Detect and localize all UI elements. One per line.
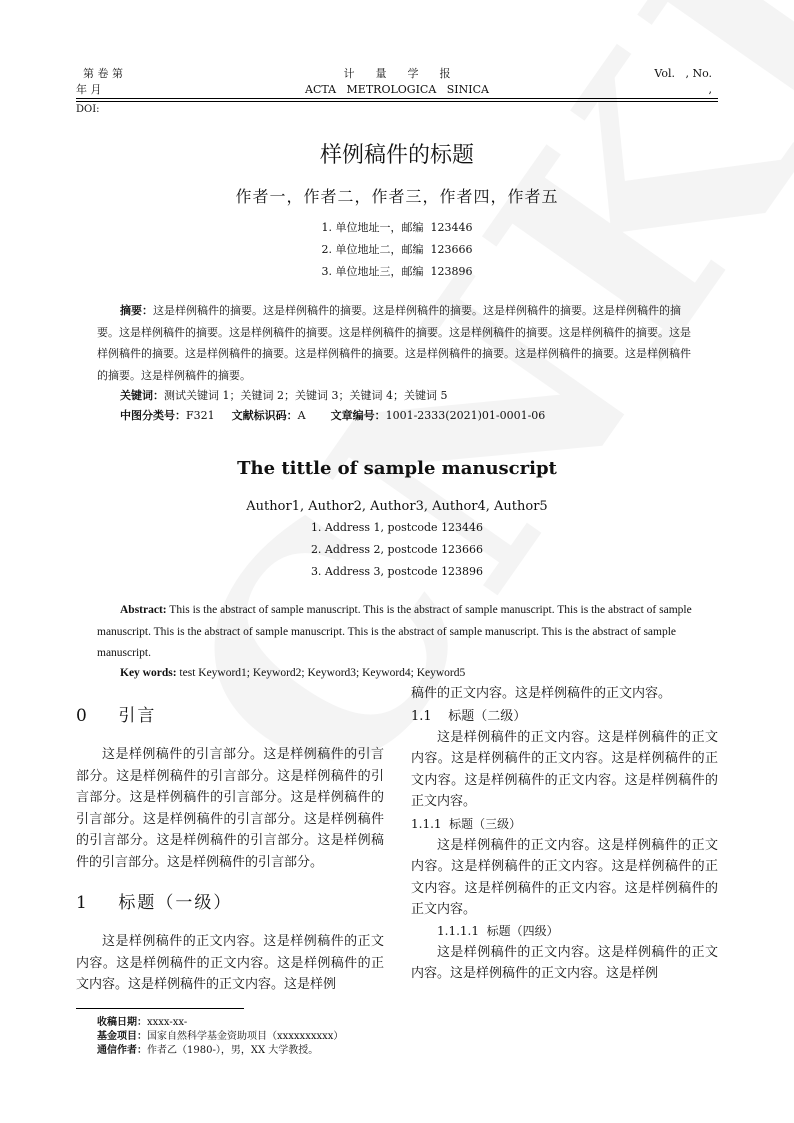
header-journal-cn: 计 量 学 报 [343,67,451,80]
abstract-en [97,600,697,665]
affiliation-cn-3: 3. 单位地址三，邮编 123896 [321,265,473,278]
header-comma: , [708,83,712,96]
corr-label: 通信作者： [97,1045,147,1056]
keywords-en-text: test Keyword1; Keyword2; Keyword3; Keyword4; Keyword5 [179,667,466,679]
article-label: 文章编号： [330,409,386,422]
affiliation-cn-2: 2. 单位地址二，邮编 123666 [321,243,473,256]
continued-text: 稿件的正文内容。这是样例稿件的正文内容。 [411,686,672,701]
article-value: 1001-2333(2021)01-0001-06 [385,409,546,422]
footnote-fund [97,1030,343,1043]
keywords-en-label: Key words: [120,667,177,679]
abstract-cn-text: 这是样例稿件的摘要。这是样例稿件的摘要。这是样例稿件的摘要。这是样例稿件的摘要。这是样例稿件的摘要。这是样例稿件的摘要。这是样例稿件的摘要。这是样例稿件的摘要。这是样例稿件的摘要。这是样例稿件的摘要。这是样例稿件的摘要。这是样例稿件的摘要。这是样例稿件的摘要。这是样例稿件的摘要。这是样例稿件的摘要。这是样例稿件的摘要。这是样例稿件的摘要。 [97,304,691,382]
keywords-cn-text: 测试关键词 1；关键词 2；关键词 3；关键词 4；关键词 5 [164,389,448,402]
header-volume-en: Vol. , No. [654,67,712,80]
affiliation-en-3: 3. Address 3, postcode 123896 [310,565,484,578]
section-1-1-text: 这是样例稿件的正文内容。这是样例稿件的正文内容。这是样例稿件的正文内容。这是样例稿件的正文内容。这是样例稿件的正文内容。这是样例稿件的正文内容。 [411,729,718,809]
doi-label: DOI: [76,104,100,115]
class-label: 中图分类号： [120,409,186,422]
received-value: xxxx-xx- [147,1017,188,1028]
footnote-corresponding [97,1044,318,1057]
abstract-cn-label: 摘要： [120,304,153,317]
section-1-heading: 1 标题（一级） [76,893,233,913]
header-volume-cn: 第 卷 第 [83,67,123,80]
authors-en: Author1, Author2, Author3, Author4, Author5 [246,499,548,514]
abstract-en-text: This is the abstract of sample manuscript. This is the abstract of sample manuscript. This is the abstract of sample manuscript. This is the abstract of sample manuscript. This is the abstract of sample manuscript. This is the abstract of sample manuscript. [97,604,692,659]
right-column [411,683,718,985]
header-journal-en: ACTA METROLOGICA SINICA [305,83,489,96]
section-0-heading: 0 引言 [76,706,157,726]
affiliation-en-2: 2. Address 2, postcode 123666 [310,543,484,556]
classification-line [120,407,545,425]
left-column [76,700,384,996]
section-1-1-heading: 1.1 标题（二级） [411,708,527,724]
footnote-received [97,1016,187,1029]
footnote-rule [76,1008,244,1009]
abstract-cn [97,300,697,386]
affiliation-cn-1: 1. 单位地址一，邮编 123446 [321,221,473,234]
header-year-cn: 年 月 [76,83,102,96]
keywords-cn-label: 关键词： [120,389,164,402]
section-0-text: 这是样例稿件的引言部分。这是样例稿件的引言部分。这是样例稿件的引言部分。这是样例稿件的引言部分。这是样例稿件的引言部分。这是样例稿件的引言部分。这是样例稿件的引言部分。这是样例稿件的引言部分。这是样例稿件的引言部分。这是样例稿件的引言部分。这是样例稿件的引言部分。 [76,747,384,870]
authors-cn: 作者一，作者二，作者三，作者四，作者五 [235,187,559,206]
class-value: F321 [186,409,215,422]
section-1-1-1-text: 这是样例稿件的正文内容。这是样例稿件的正文内容。这是样例稿件的正文内容。这是样例稿件的正文内容。这是样例稿件的正文内容。这是样例稿件的正文内容。 [411,837,718,917]
section-1-text: 这是样例稿件的正文内容。这是样例稿件的正文内容。这是样例稿件的正文内容。这是样例稿件的正文内容。这是样例稿件的正文内容。这是样例 [76,934,384,992]
doccode-value: A [297,409,306,422]
fund-value: 国家自然科学基金资助项目（xxxxxxxxxx） [147,1031,344,1042]
header-rule-top [76,98,718,99]
corr-value: 作者乙（1980-），男，XX 大学教授。 [147,1045,319,1056]
section-1-1-1-1-heading: 1.1.1.1 标题（四级） [437,923,559,938]
paper-title-cn: 样例稿件的标题 [319,143,474,168]
received-label: 收稿日期： [97,1017,147,1028]
fund-label: 基金项目： [97,1031,147,1042]
affiliation-en-1: 1. Address 1, postcode 123446 [310,521,484,534]
section-1-1-1-heading: 1.1.1 标题（三级） [411,816,522,831]
section-1-1-1-1-text: 这是样例稿件的正文内容。这是样例稿件的正文内容。这是样例稿件的正文内容。这是样例 [411,944,718,981]
keywords-cn [120,387,447,405]
paper-title-en: The tittle of sample manuscript [237,458,557,479]
header-rule-bottom [76,101,718,102]
doccode-label: 文献标识码： [231,409,298,422]
abstract-en-label: Abstract: [120,604,167,616]
keywords-en [120,664,465,682]
